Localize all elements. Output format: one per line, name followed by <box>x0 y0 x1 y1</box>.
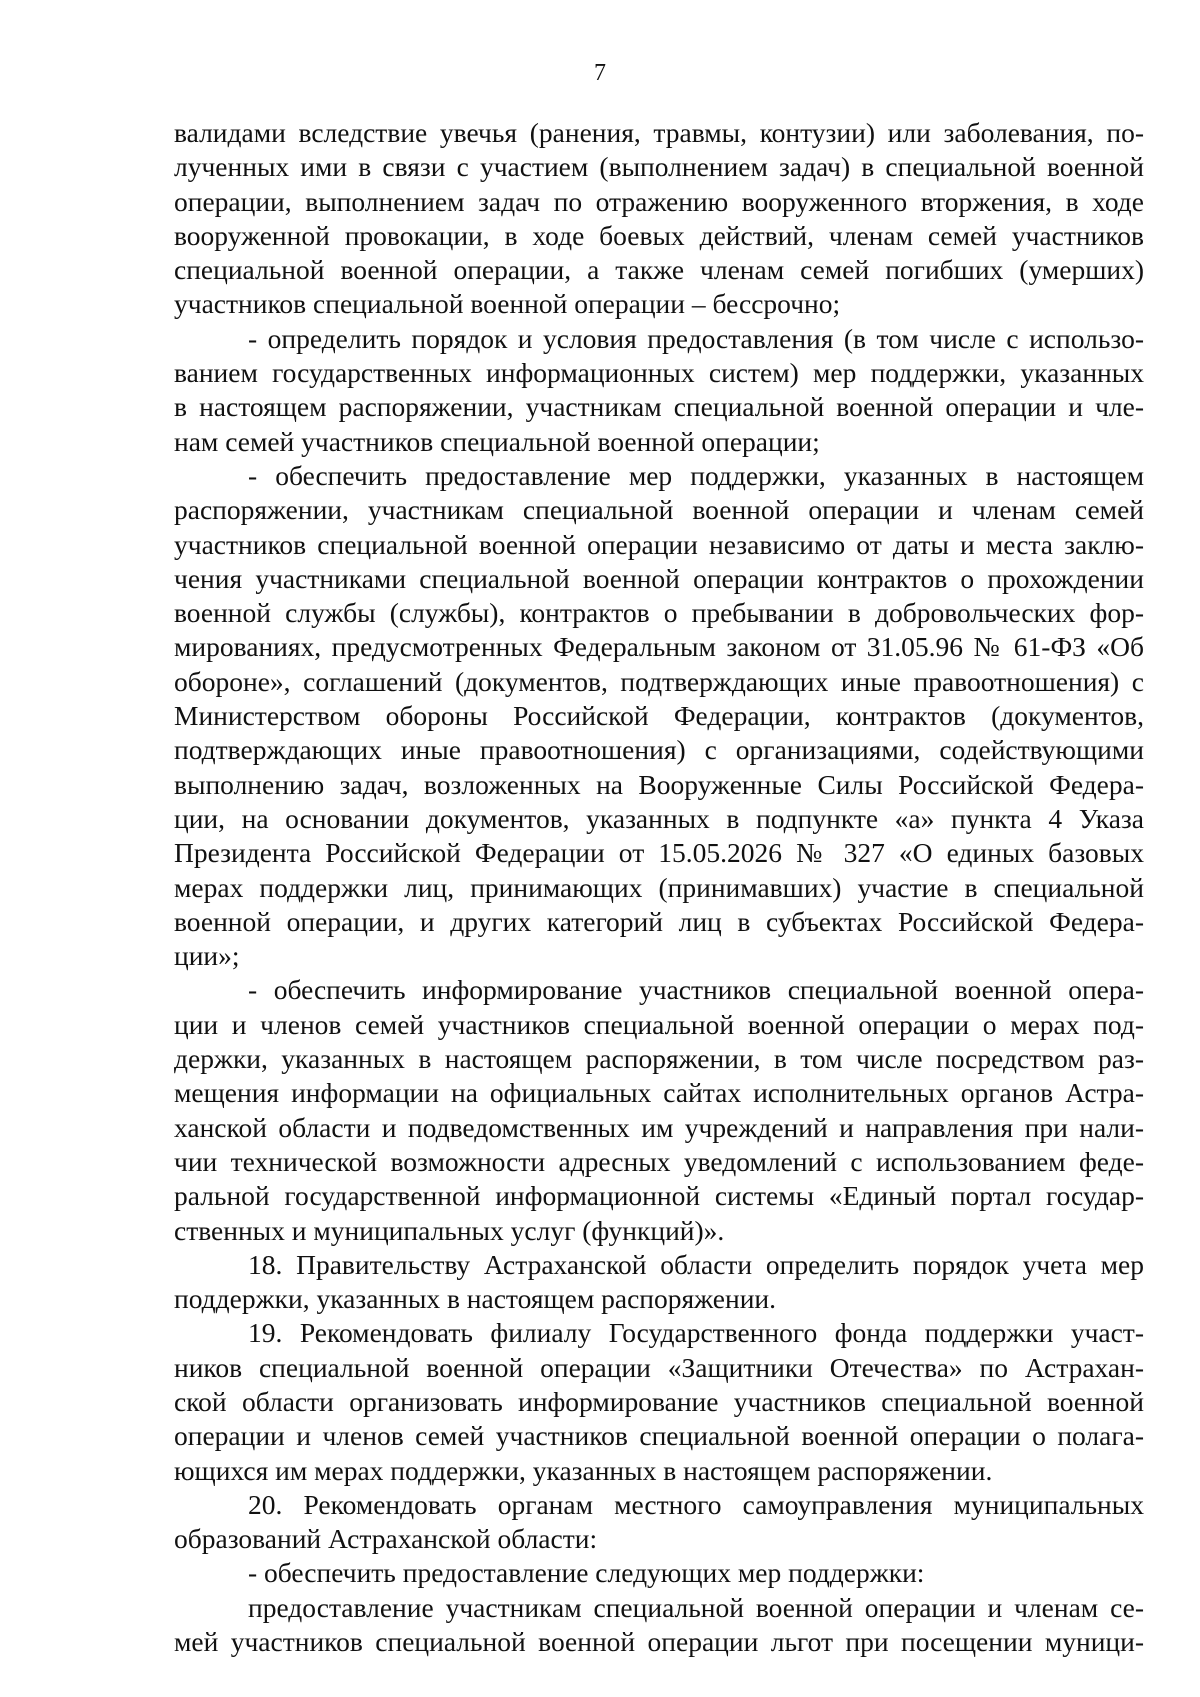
text-line: - определить порядок и условия предоставления (в том числе с использо- <box>248 322 1144 354</box>
text-line: поддержки, указанных в настоящем распоряжении. <box>174 1283 777 1315</box>
document-body <box>174 116 1144 1659</box>
text-line: операции и членов семей участников специальной военной операции о полага- <box>174 1420 1144 1452</box>
text-line: военной операции, и других категорий лиц в субъектах Российской Федера- <box>174 905 1144 937</box>
text-line: валидами вследствие увечья (ранения, травмы, контузии) или заболевания, по- <box>174 117 1144 148</box>
text-line: участников специальной военной операции независимо от даты и места заклю- <box>174 528 1144 560</box>
text-line: ральной государственной информационной системы «Единый портал государ- <box>174 1180 1144 1212</box>
text-line: 20. Рекомендовать органам местного самоуправления муниципальных <box>248 1488 1144 1520</box>
text-line: ции и членов семей участников специальной военной операции о мерах под- <box>174 1008 1144 1040</box>
text-line: вооруженной провокации, в ходе боевых действий, членам семей участников <box>174 219 1144 251</box>
page-number: 7 <box>594 60 606 86</box>
text-line: участников специальной военной операции – бессрочно; <box>174 288 841 320</box>
text-line: военной службы (службы), контрактов о пребывании в добровольческих фор- <box>174 597 1144 629</box>
text-line: распоряжении, участникам специальной военной операции и членам семей <box>174 494 1144 526</box>
text-line: ханской области и подведомственных им учреждений и направления при нали- <box>174 1111 1144 1143</box>
text-line: мированиях, предусмотренных Федеральным законом от 31.05.96 № 61-ФЗ «Об <box>174 631 1144 663</box>
text-line: Президента Российской Федерации от 15.05.2026 № 327 «О единых базовых <box>174 837 1144 869</box>
text-line: Министерством обороны Российской Федерации, контрактов (документов, <box>174 700 1144 732</box>
text-line: ющихся им мерах поддержки, указанных в настоящем распоряжении. <box>174 1454 993 1486</box>
text-line: держки, указанных в настоящем распоряжении, в том числе посредством раз- <box>174 1043 1144 1075</box>
text-line: выполнению задач, возложенных на Вооруженные Силы Российской Федера- <box>174 768 1144 800</box>
text-line: лученных ими в связи с участием (выполнением задач) в специальной военной <box>174 151 1144 183</box>
text-line: предоставление участникам специальной военной операции и членам се- <box>248 1591 1144 1623</box>
text-line: мей участников специальной военной операции льгот при посещении муници- <box>174 1626 1144 1658</box>
text-line: чии технической возможности адресных уведомлений с использованием феде- <box>174 1145 1144 1177</box>
text-line: 19. Рекомендовать филиалу Государственного фонда поддержки участ- <box>248 1317 1144 1349</box>
text-line: мерах поддержки лиц, принимающих (принимавших) участие в специальной <box>174 871 1144 903</box>
text-line: ников специальной военной операции «Защитники Отечества» по Астрахан- <box>174 1351 1144 1383</box>
text-line: мещения информации на официальных сайтах исполнительных органов Астра- <box>174 1077 1144 1109</box>
text-line: в настоящем распоряжении, участникам специальной военной операции и чле- <box>174 391 1144 423</box>
text-line: нам семей участников специальной военной операции; <box>174 425 820 457</box>
text-line: ции»; <box>174 940 240 972</box>
text-line: - обеспечить предоставление мер поддержки, указанных в настоящем <box>248 459 1144 491</box>
text-line: ской области организовать информирование участников специальной военной <box>174 1385 1144 1417</box>
text-line: - обеспечить информирование участников специальной военной опера- <box>248 974 1144 1006</box>
text-line: ственных и муниципальных услуг (функций)». <box>174 1214 725 1246</box>
text-line: чения участниками специальной военной операции контрактов о прохождении <box>174 562 1144 594</box>
text-line: ванием государственных информационных систем) мер поддержки, указанных <box>174 357 1144 389</box>
text-line: подтверждающих иные правоотношения) с организациями, содействующими <box>174 734 1144 766</box>
text-line: ции, на основании документов, указанных в подпункте «а» пункта 4 Указа <box>174 802 1144 834</box>
text-line: образований Астраханской области: <box>174 1523 598 1555</box>
text-line: - обеспечить предоставление следующих мер поддержки: <box>248 1557 925 1589</box>
text-line: операции, выполнением задач по отражению вооруженного вторжения, в ходе <box>174 185 1144 217</box>
text-line: специальной военной операции, а также членам семей погибших (умерших) <box>174 254 1144 286</box>
text-line: обороне», соглашений (документов, подтверждающих иные правоотношения) с <box>174 665 1144 697</box>
text-line: 18. Правительству Астраханской области определить порядок учета мер <box>248 1248 1144 1280</box>
